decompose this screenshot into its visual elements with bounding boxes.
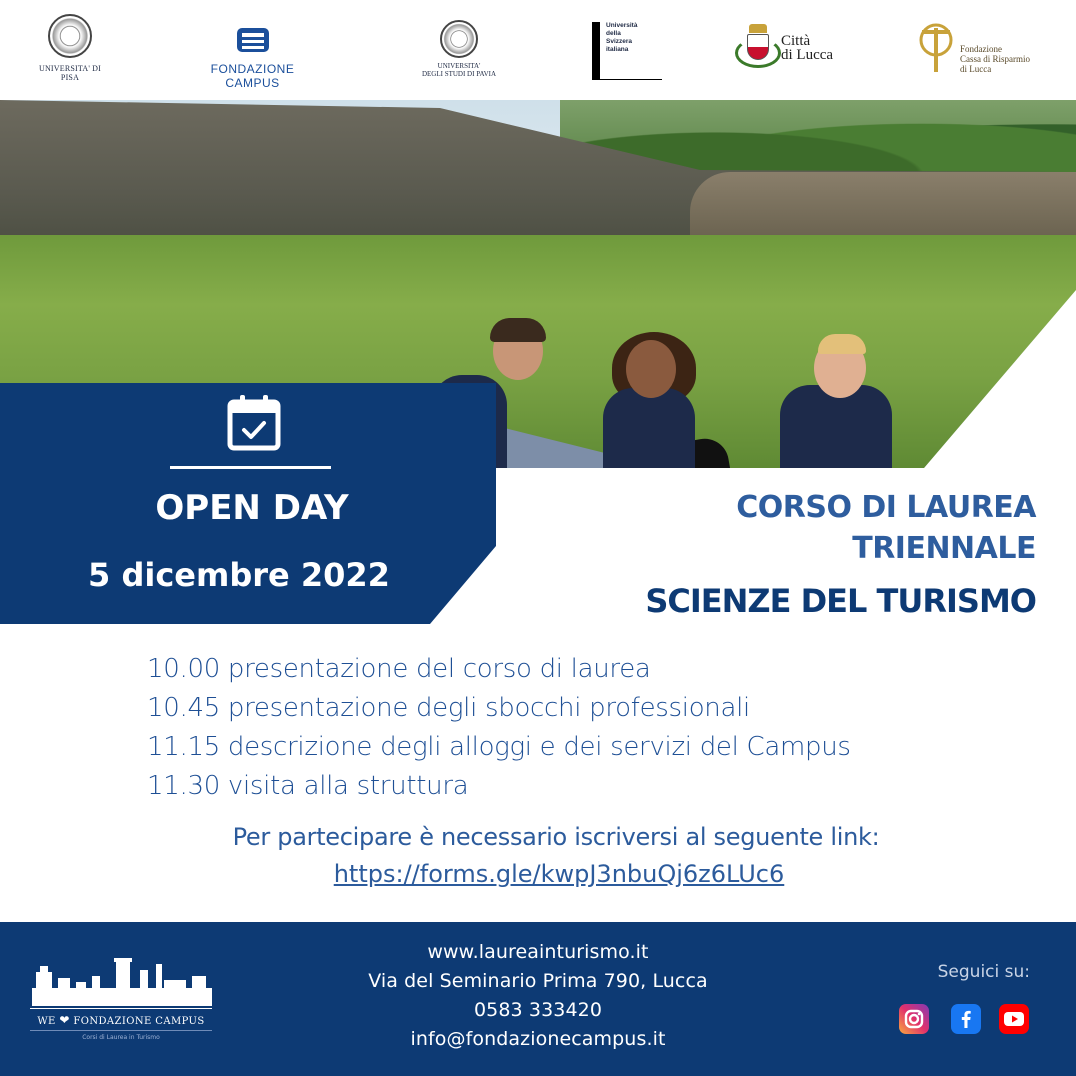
- registration-link[interactable]: https://forms.gle/kwpJ3nbuQj6z6LUc6: [333, 860, 785, 888]
- course-degree-type: CORSO DI LAUREA: [736, 490, 1036, 525]
- student-3-hair: [818, 334, 866, 354]
- event-date: 5 dicembre 2022: [88, 556, 390, 594]
- schedule-item: 10.45 presentazione degli sbocchi professionali: [147, 693, 750, 723]
- usi-caption-line: Svizzera: [606, 38, 633, 45]
- campus-mark-icon: [235, 26, 271, 54]
- student-2: [603, 388, 695, 468]
- usi-caption-line: Università: [606, 22, 638, 29]
- website-link[interactable]: www.laureainturismo.it: [427, 941, 649, 963]
- we-love-campus-text: [30, 1013, 212, 1027]
- fcrl-caption-line: di Lucca: [960, 64, 992, 74]
- pavia-caption-line-2: DEGLI STUDI DI PAVIA: [421, 70, 497, 78]
- fcrl-caption-line: Cassa di Risparmio: [960, 54, 1030, 64]
- fondazione-cassa-risparmio-lucca-logo: [912, 22, 1042, 82]
- pavia-seal-icon: [440, 20, 478, 58]
- schedule-item: 11.15 descrizione degli alloggi e dei servizi del Campus: [147, 732, 851, 762]
- lucca-skyline-icon: [32, 958, 212, 1006]
- registration-note: Per partecipare è necessario iscriversi al seguente link:: [232, 823, 880, 851]
- campus-brand-label: FONDAZIONE CAMPUS: [73, 1016, 205, 1027]
- calendar-check-icon: [227, 395, 281, 451]
- university-of-pavia-logo: [415, 20, 503, 78]
- lucca-caption-line: di Lucca: [781, 47, 834, 63]
- address-text: Via del Seminario Prima 790, Lucca: [368, 970, 708, 992]
- usi-caption-line: della: [606, 30, 621, 37]
- hero-bastion: [690, 172, 1076, 238]
- cross-emblem-icon: [916, 22, 956, 74]
- pisa-seal-icon: [48, 14, 92, 58]
- fondazione-campus-logo: [185, 26, 320, 90]
- email-link[interactable]: info@fondazionecampus.it: [410, 1028, 666, 1050]
- usi-caption-line: italiana: [606, 46, 629, 53]
- contact-info: [320, 938, 756, 1054]
- we-love-fondazione-campus-logo: [30, 958, 212, 1046]
- youtube-icon[interactable]: [999, 1004, 1029, 1034]
- usi-logo: [592, 22, 662, 80]
- course-name: SCIENZE DEL TURISMO: [645, 582, 1036, 620]
- event-title: OPEN DAY: [155, 488, 349, 528]
- we-label: WE: [37, 1016, 56, 1027]
- partner-logos-bar: [0, 0, 1076, 100]
- schedule-item: 11.30 visita alla struttura: [147, 771, 469, 801]
- fcrl-caption-line: Fondazione: [960, 44, 1002, 54]
- instagram-icon[interactable]: [899, 1004, 929, 1034]
- crown-icon: [749, 24, 767, 33]
- university-of-pisa-logo: [30, 14, 110, 82]
- footer: [0, 922, 1076, 1076]
- pavia-caption-line-1: UNIVERSITA': [437, 62, 481, 70]
- campus-logo-caption: FONDAZIONE CAMPUS: [210, 62, 295, 90]
- panel-divider: [170, 466, 331, 469]
- schedule-item: 10.00 presentazione del corso di laurea: [147, 654, 651, 684]
- lucca-caption-line: Città: [781, 33, 811, 49]
- phone-number[interactable]: 0583 333420: [473, 999, 603, 1021]
- facebook-icon[interactable]: [951, 1004, 981, 1034]
- logo-subtitle: Corsi di Laurea in Turismo: [82, 1034, 160, 1041]
- registration-link-row: [0, 860, 1076, 888]
- pisa-logo-caption: UNIVERSITA' DI PISA: [38, 64, 102, 82]
- lucca-shield-icon: [747, 34, 769, 60]
- course-degree-level: TRIENNALE: [852, 531, 1036, 566]
- student-1-hair: [490, 318, 546, 342]
- follow-us-label: Seguici su:: [937, 962, 1030, 982]
- heart-icon: ❤: [59, 1013, 70, 1027]
- citta-di-lucca-logo: [733, 22, 843, 74]
- event-schedule: [147, 650, 1027, 806]
- student-2-head: [626, 340, 676, 398]
